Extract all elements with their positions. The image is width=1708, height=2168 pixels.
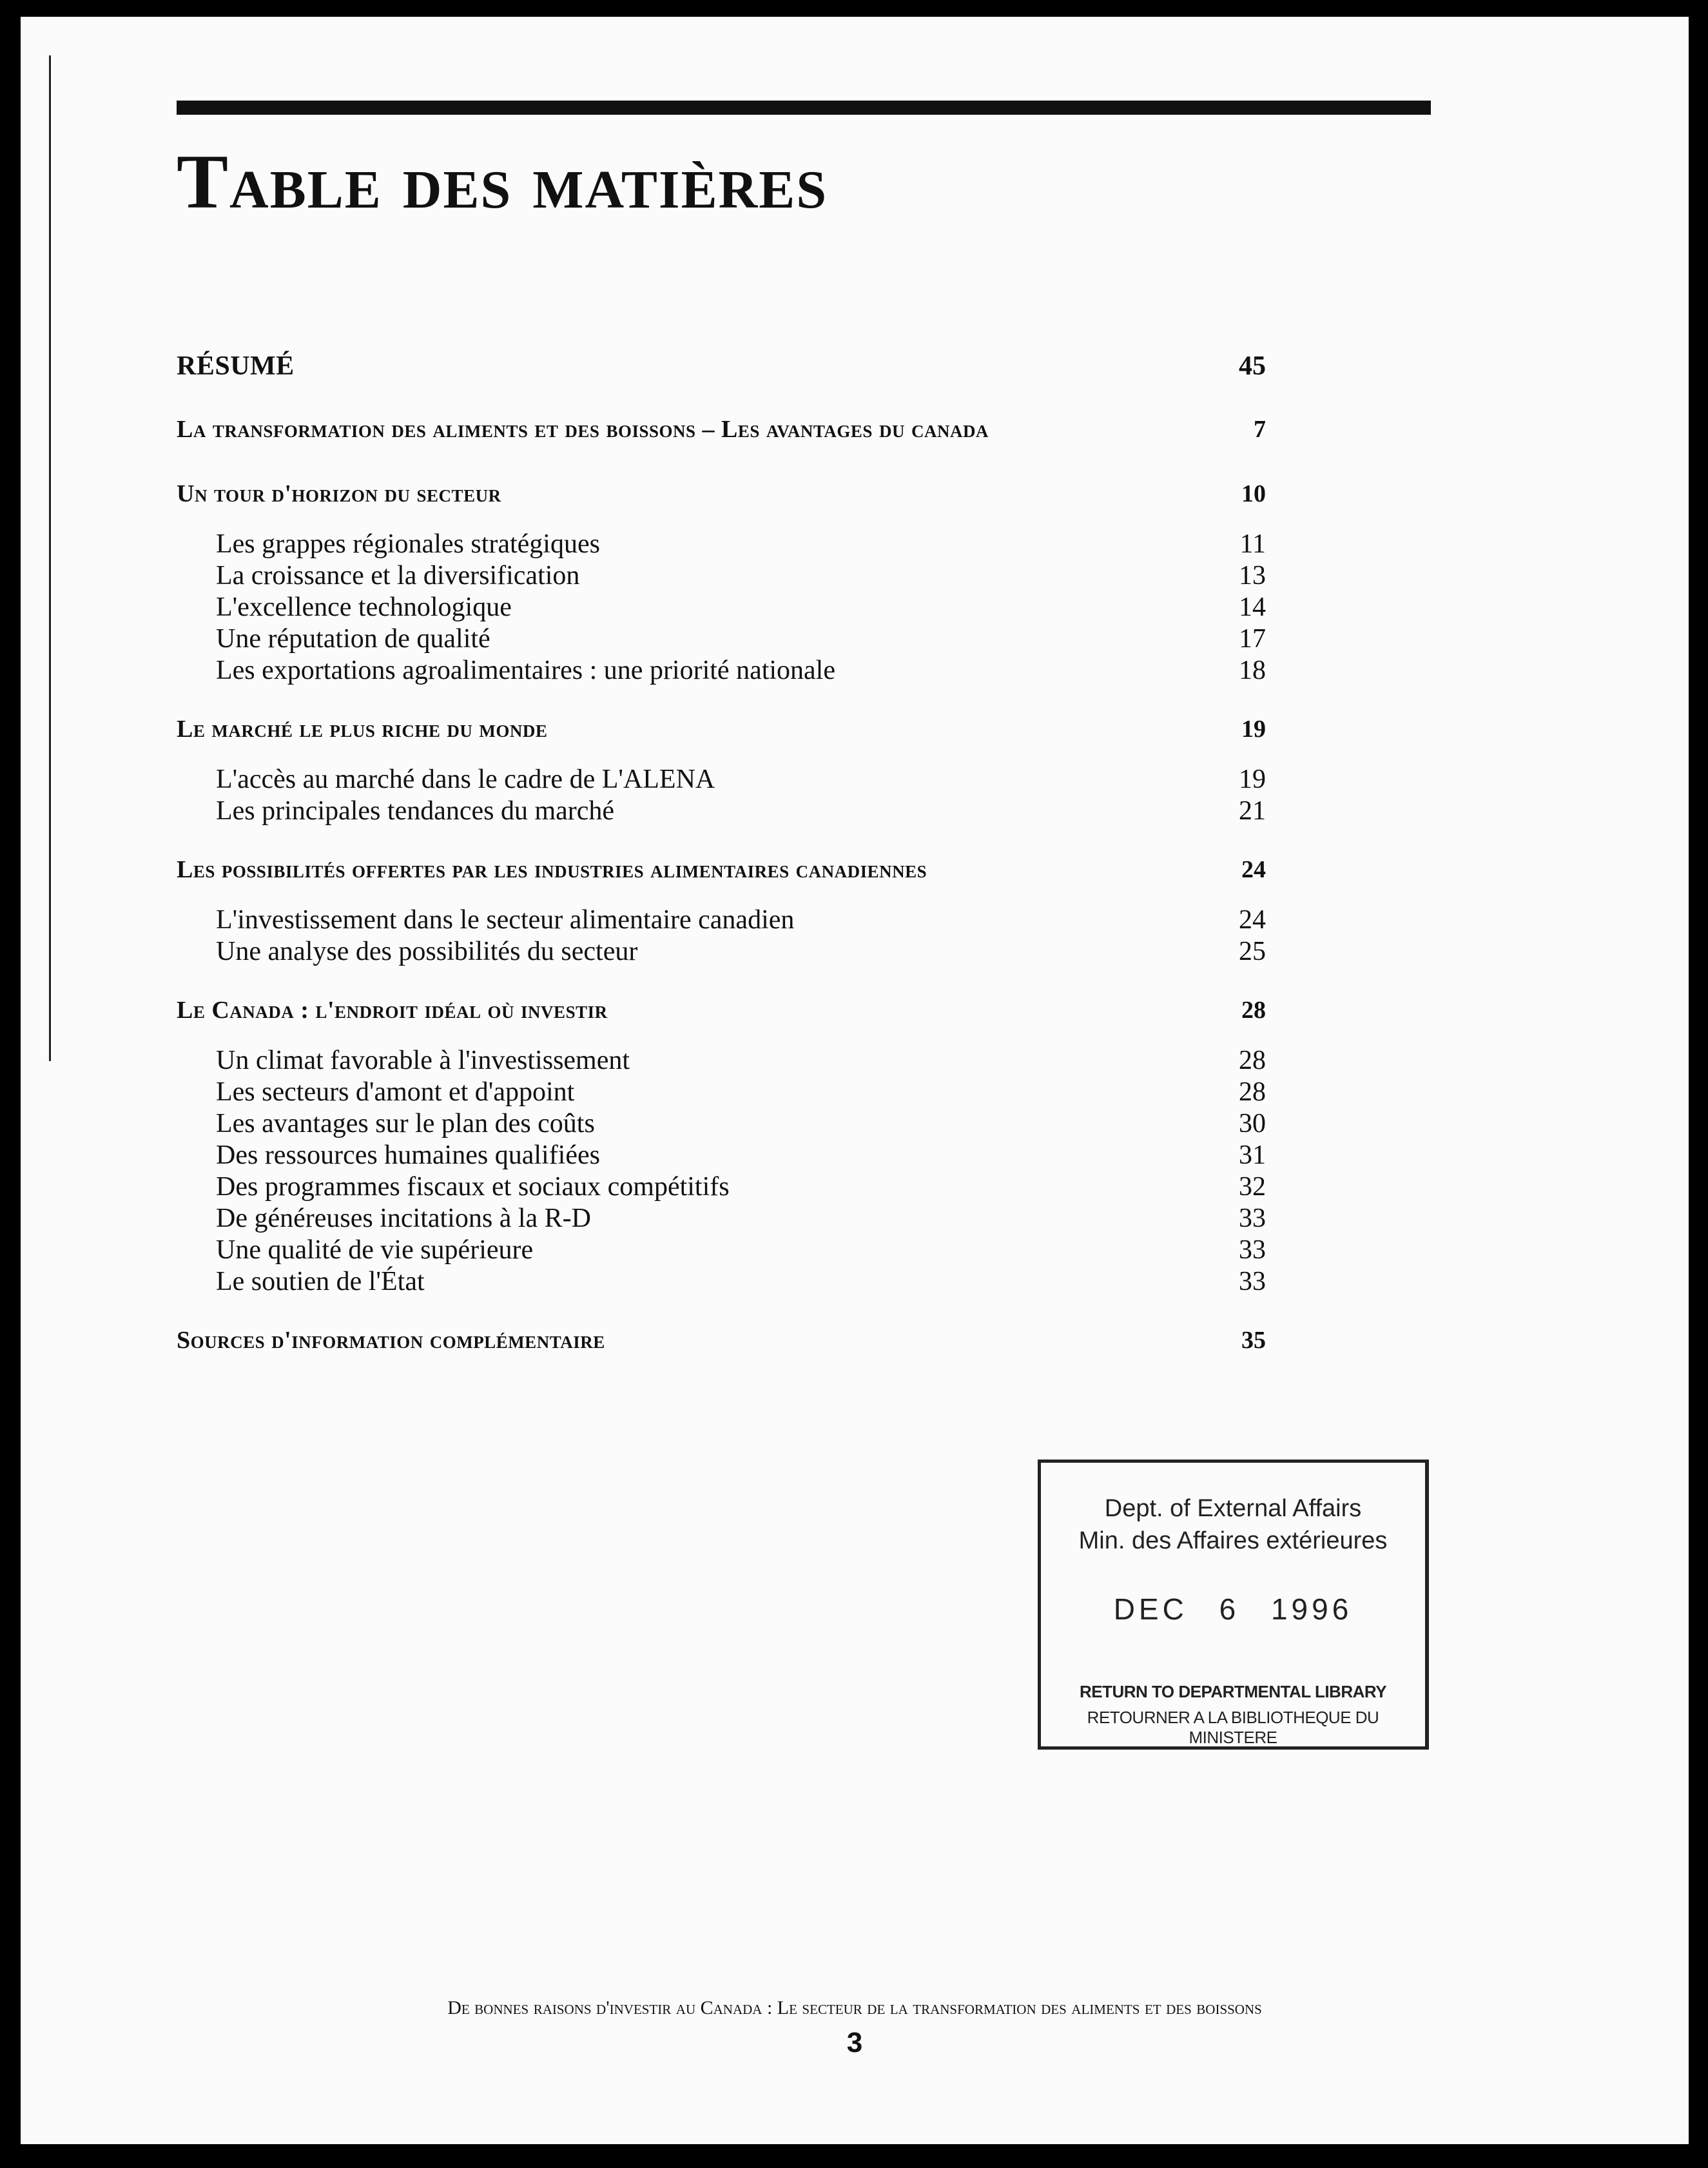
stamp-return-fr: RETOURNER A LA BIBLIOTHEQUE DU MINISTERE [1087, 1708, 1379, 1747]
toc-heading-page: 24 [1241, 856, 1266, 883]
spacer [177, 387, 1266, 415]
toc-entry-page: 11 [1239, 529, 1266, 559]
toc-entry [177, 560, 1266, 592]
stamp-line-2: Min. des Affaires extérieures [1078, 1527, 1388, 1554]
toc-section-heading [177, 855, 1266, 892]
toc-section-heading [177, 480, 1266, 516]
toc-entry-label: La croissance et la diversification [216, 561, 580, 591]
toc-heading-label: RÉSUMÉ [177, 351, 295, 381]
toc-heading-page: 19 [1241, 716, 1266, 743]
toc-entry-label: Les avantages sur le plan des coûts [216, 1109, 595, 1138]
toc-entry-label: Des programmes fiscaux et sociaux compétitifs [216, 1172, 730, 1202]
spacer [177, 751, 1266, 764]
toc-entry-page: 32 [1239, 1172, 1266, 1202]
toc-entry-label: Une qualité de vie supérieure [216, 1235, 534, 1265]
toc-entry-label: Une réputation de qualité [216, 624, 490, 654]
toc-section-heading [177, 1326, 1266, 1362]
toc-entry-label: Des ressources humaines qualifiées [216, 1140, 600, 1170]
toc-entry [177, 764, 1266, 796]
toc-entry-label: Les secteurs d'amont et d'appoint [216, 1077, 575, 1107]
toc-entry-page: 30 [1239, 1109, 1266, 1138]
toc-entry-page: 21 [1239, 796, 1266, 826]
toc-entry-page: 13 [1239, 561, 1266, 591]
stamp-line-1: Dept. of External Affairs [1104, 1495, 1362, 1522]
toc-entry [177, 1140, 1266, 1171]
toc-heading-label: Un tour d'horizon du secteur [177, 480, 501, 507]
top-rule [177, 101, 1431, 115]
toc-section-heading [177, 415, 1266, 451]
table-of-contents [177, 351, 1266, 1362]
toc-entry-label: L'accès au marché dans le cadre de L'ALENA [216, 765, 715, 794]
toc-entry-page: 28 [1239, 1077, 1266, 1107]
toc-entry-page: 18 [1239, 656, 1266, 685]
toc-entry-page: 33 [1239, 1204, 1266, 1233]
toc-heading-page: 35 [1241, 1327, 1266, 1354]
toc-entry [177, 1171, 1266, 1203]
toc-heading-label: Le marché le plus riche du monde [177, 716, 548, 743]
toc-entry [177, 1108, 1266, 1140]
toc-entry-label: Les grappes régionales stratégiques [216, 529, 600, 559]
toc-entry-page: 24 [1239, 905, 1266, 935]
toc-heading-page: 28 [1241, 997, 1266, 1024]
toc-heading-label: Le Canada : l'endroit idéal où investir [177, 997, 608, 1024]
spacer [177, 516, 1266, 529]
toc-entry [177, 623, 1266, 655]
spacer [177, 687, 1266, 715]
page-number: 3 [846, 2027, 863, 2058]
scan-edge-line [49, 55, 51, 1061]
toc-entry-page: 33 [1239, 1235, 1266, 1265]
toc-heading-page: 7 [1254, 416, 1266, 443]
toc-entry [177, 592, 1266, 623]
stamp-return-en: RETURN TO DEPARTMENTAL LIBRARY [1079, 1682, 1387, 1701]
toc-entry [177, 655, 1266, 687]
toc-entry-page: 31 [1239, 1140, 1266, 1170]
library-stamp [1038, 1460, 1429, 1750]
toc-entry [177, 936, 1266, 968]
toc-entry-page: 33 [1239, 1267, 1266, 1296]
toc-entry [177, 904, 1266, 936]
toc-entry-label: L'excellence technologique [216, 592, 512, 622]
toc-entry [177, 1235, 1266, 1266]
toc-entry-label: Les exportations agroalimentaires : une priorité nationale [216, 656, 835, 685]
toc-heading-label: Les possibilités offertes par les industries alimentaires canadiennes [177, 856, 927, 883]
toc-section-heading [177, 351, 1266, 387]
toc-entry [177, 1045, 1266, 1077]
document-page [21, 17, 1689, 2144]
spacer [177, 892, 1266, 904]
stamp-date: DEC 6 1996 [1113, 1592, 1353, 1626]
toc-entry-label: Une analyse des possibilités du secteur [216, 937, 638, 966]
toc-entry-label: Le soutien de l'État [216, 1267, 425, 1296]
spacer [177, 451, 1266, 480]
toc-entry [177, 1266, 1266, 1298]
toc-entry-label: L'investissement dans le secteur alimentaire canadien [216, 905, 795, 935]
toc-entry [177, 1203, 1266, 1235]
spacer [177, 1298, 1266, 1326]
toc-entry-label: De généreuses incitations à la R-D [216, 1204, 591, 1233]
toc-entry-page: 17 [1239, 624, 1266, 654]
toc-heading-page: 45 [1239, 351, 1266, 381]
toc-entry-page: 25 [1239, 937, 1266, 966]
spacer [177, 968, 1266, 996]
toc-entry-page: 28 [1239, 1046, 1266, 1075]
toc-section-heading [177, 996, 1266, 1032]
toc-heading-label: Sources d'information complémentaire [177, 1327, 605, 1354]
toc-entry [177, 796, 1266, 827]
toc-entry-page: 14 [1239, 592, 1266, 622]
spacer [177, 1032, 1266, 1045]
toc-heading-label: La transformation des aliments et des boissons – Les avantages du canada [177, 416, 989, 443]
toc-entry-label: Un climat favorable à l'investissement [216, 1046, 630, 1075]
spacer [177, 827, 1266, 855]
running-footer: De bonnes raisons d'investir au Canada : Le secteur de la transformation des aliments et des boissons [447, 1997, 1262, 2018]
toc-heading-page: 10 [1241, 480, 1266, 507]
page-title: Table des matières [177, 139, 828, 224]
toc-entry [177, 529, 1266, 560]
toc-section-heading [177, 715, 1266, 751]
toc-entry [177, 1077, 1266, 1108]
toc-entry-page: 19 [1239, 765, 1266, 794]
toc-entry-label: Les principales tendances du marché [216, 796, 615, 826]
